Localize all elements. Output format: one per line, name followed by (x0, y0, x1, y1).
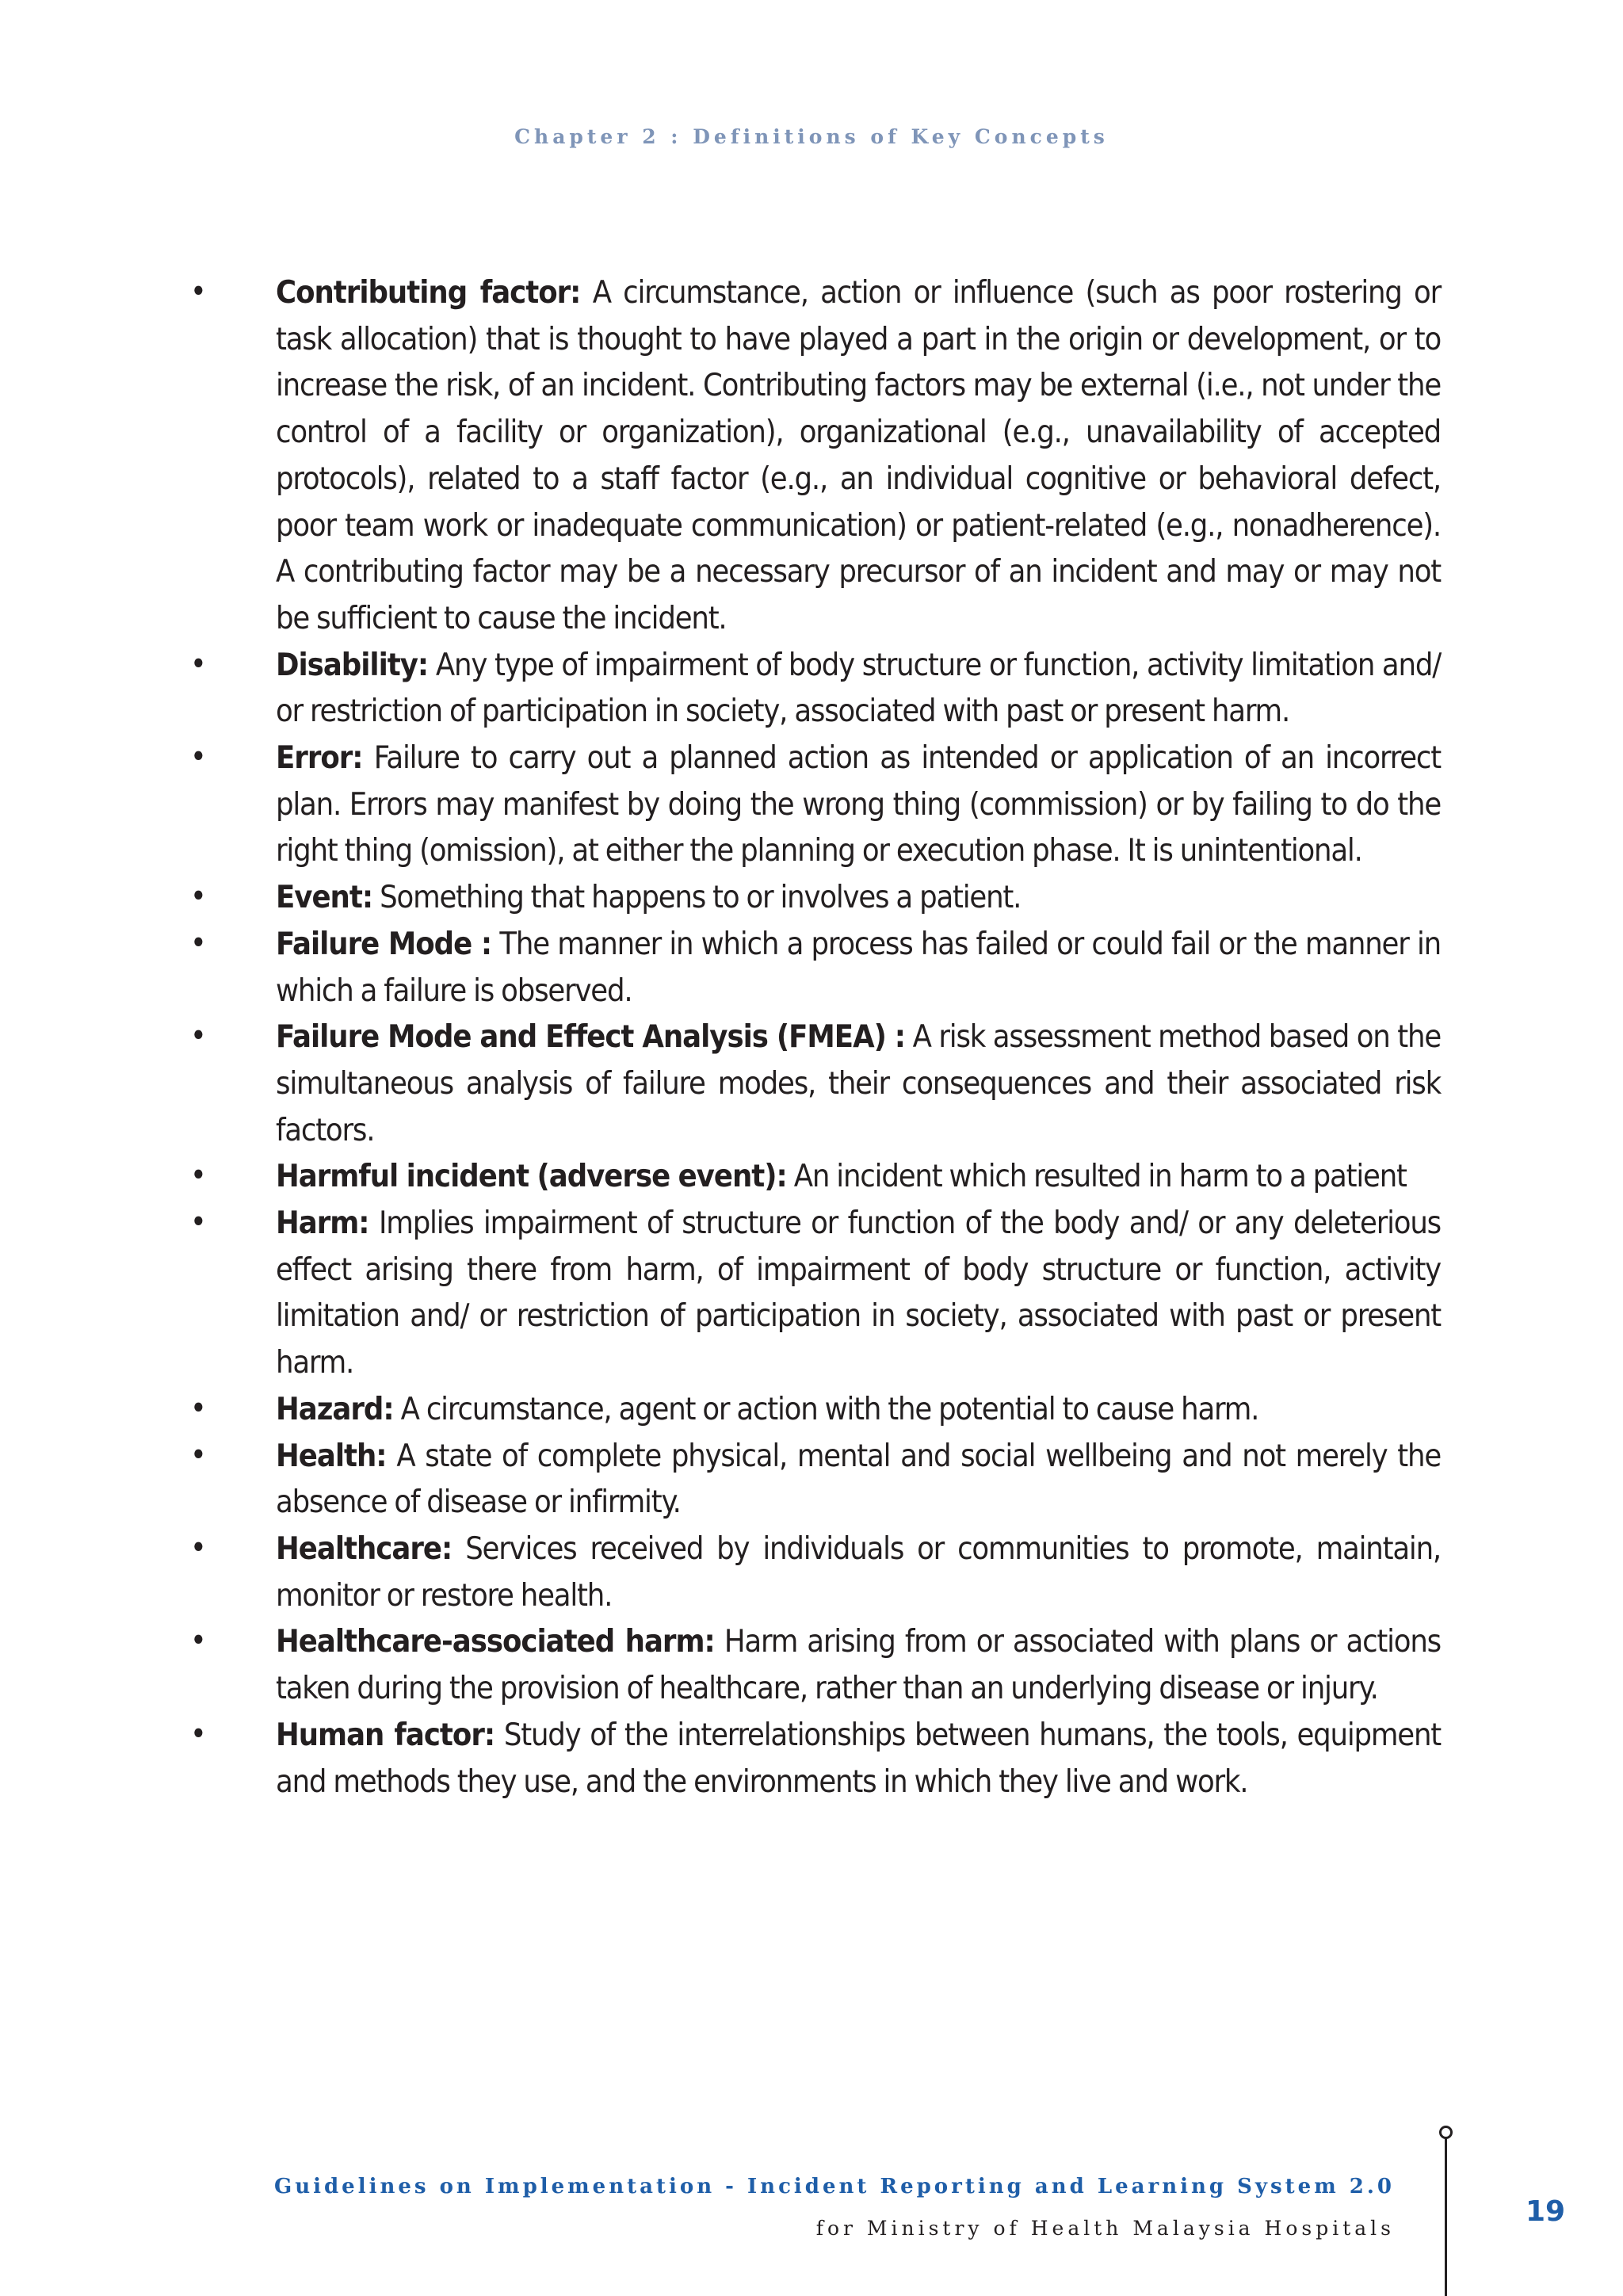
definition-text: The manner in which a process has failed or could fail or the manner in which a failure is observed. (276, 925, 1441, 1009)
definition-item-disability (276, 642, 1441, 735)
definition-text: Any type of impairment of body structure or function, activity limitation and/ or restriction of participation in society, associated with past or present harm. (276, 646, 1441, 730)
definition-item-failure-mode (276, 921, 1441, 1014)
footer-subtitle: for Ministry of Health Malaysia Hospitals (815, 2217, 1395, 2240)
definition-item-error (276, 735, 1441, 874)
definition-text: Failure to carry out a planned action as intended or application of an incorrect plan. Errors may manifest by doing the wrong thing (commission) or by failing to do the right thing (omission), at either the planning or execution phase. It is unintentional. (276, 739, 1441, 869)
definition-term: Harm: (276, 1205, 369, 1242)
definition-text: Services received by individuals or communities to promote, maintain, monitor or restore health. (276, 1530, 1441, 1614)
definition-term: Human factor: (276, 1716, 495, 1753)
definition-text: An incident which resulted in harm to a patient (793, 1158, 1407, 1195)
definition-term: Harmful incident (adverse event): (276, 1158, 787, 1195)
definition-item-healthcare (276, 1526, 1441, 1618)
definition-text: A risk assessment method based on the simultaneous analysis of failure modes, their consequences and their associated risk factors. (276, 1018, 1441, 1148)
definition-term: Healthcare: (276, 1530, 453, 1567)
footer-title: Guidelines on Implementation - Incident Reporting and Learning System 2.0 (274, 2175, 1395, 2199)
definition-text: A circumstance, action or influence (such as poor rostering or task allocation) that is thought to have played a part in the origin or development, or to increase the risk, of an incident. Contributing factors may be external (i.e., not under the control of a facility or organization), organizational (e.g., unavailability of accepted protocols), related to a staff factor (e.g., an individual cognitive or behavioral defect, poor team work or inadequate communication) or patient-related (e.g., nonadherence). A contributing factor may be a necessary precursor of an incident and may or may not be sufficient to cause the incident. (276, 274, 1441, 636)
definition-text: Harm arising from or associated with plans or actions taken during the provision of healthcare, rather than an underlying disease or injury. (276, 1623, 1441, 1707)
definition-text: Implies impairment of structure or function of the body and/ or any deleterious effect arising there from harm, of impairment of body structure or function, activity limitation and/ or restriction of participation in society, associated with past or present harm. (276, 1205, 1441, 1381)
definition-term: Event: (276, 879, 373, 916)
definition-text: A circumstance, agent or action with the potential to cause harm. (400, 1390, 1259, 1427)
page-number: 19 (1526, 2195, 1566, 2228)
definition-item-harmful-incident (276, 1153, 1441, 1200)
definition-text: A state of complete physical, mental and social wellbeing and not merely the absence of disease or infirmity. (276, 1437, 1441, 1521)
definition-item-healthcare-associated-harm (276, 1618, 1441, 1711)
definition-term: Disability: (276, 646, 429, 683)
definition-item-contributing-factor (276, 269, 1441, 642)
definition-item-harm (276, 1200, 1441, 1386)
definition-item-fmea (276, 1014, 1441, 1153)
definition-text: Study of the interrelationships between humans, the tools, equipment and methods they use, and the environments in which they live and work. (276, 1716, 1441, 1800)
definitions-list (276, 269, 1441, 1805)
definition-term: Failure Mode and Effect Analysis (FMEA) : (276, 1018, 905, 1056)
definition-term: Healthcare-associated harm: (276, 1623, 715, 1660)
definition-term: Failure Mode : (276, 925, 492, 962)
definition-term: Error: (276, 739, 363, 777)
chapter-header: Chapter 2 : Definitions of Key Concepts (514, 125, 1109, 148)
definition-text: Something that happens to or involves a patient. (380, 879, 1022, 916)
definition-item-human-factor (276, 1712, 1441, 1805)
footer-rule (1445, 2137, 1447, 2296)
definition-term: Hazard: (276, 1390, 394, 1427)
definition-item-event (276, 874, 1441, 921)
definition-term: Health: (276, 1437, 387, 1474)
definition-term: Contributing factor: (276, 274, 581, 311)
definition-item-hazard (276, 1386, 1441, 1433)
definition-item-health (276, 1433, 1441, 1526)
